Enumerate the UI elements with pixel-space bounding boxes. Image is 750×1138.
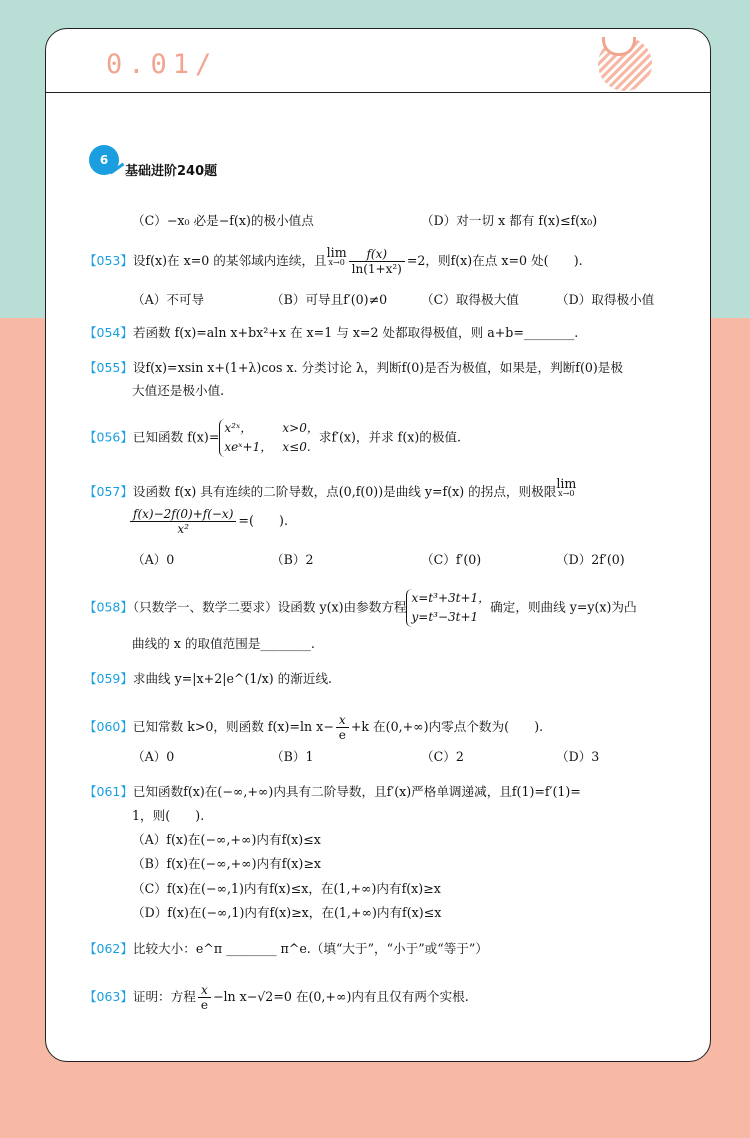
question-059 [84, 670, 332, 688]
question-number: 【059】 [84, 671, 133, 686]
question-061 [84, 783, 581, 801]
brand-logo: 0.01/ [106, 49, 218, 80]
question-057-line2: $\frac{f(x)-2f(0)+f(-x)}{\text{x²}}$ =( ). [128, 507, 288, 536]
q052-option-d: （D）对一切 x 都有 f(x)≤f(x₀) [421, 213, 598, 228]
q057-option-c: （C）f′(0) [421, 552, 482, 567]
question-card [45, 28, 711, 1062]
question-058 [84, 589, 637, 627]
section-title: 基础进阶240题 [125, 164, 218, 179]
limit-operator: lim x→0 [556, 476, 577, 498]
fraction: $\frac{x}{e}$ [198, 983, 211, 1012]
question-text: 已知函数 f(x)= [132, 429, 220, 445]
question-054 [84, 324, 578, 342]
q061-option-a: （A）f(x)在(−∞,+∞)内有f(x)≤x [132, 832, 321, 847]
q061-option-c: （C）f(x)在(−∞,1)内有f(x)≤x，在(1,+∞)内有f(x)≥x [132, 881, 441, 896]
question-number: 【062】 [84, 941, 133, 956]
question-text: 已知常数 k>0，则函数 f(x)=ln x− [132, 719, 334, 734]
q060-option-d: （D）3 [556, 749, 600, 764]
q057-option-a: （A）0 [132, 552, 175, 567]
question-text: 证明：方程 [132, 989, 196, 1004]
question-number: 【060】 [84, 719, 133, 734]
q060-option-a: （A）0 [132, 749, 175, 764]
question-number: 【053】 [84, 253, 133, 268]
question-text: 设f(x)=xsin x+(1+λ)cos x. 分类讨论 λ，判断f(0)是否为极值，如果是，判断f(0)是极 [132, 360, 623, 375]
question-text-tail: 求f′(x)，并求 f(x)的极值. [318, 429, 462, 445]
question-number: 【054】 [84, 325, 133, 340]
parametric-equations: x=t³+3t+1， y=t³−3t+1 [406, 589, 490, 627]
question-055 [84, 359, 623, 377]
fraction: $\frac{x}{e}$ [336, 713, 349, 742]
q061-option-d: （D）f(x)在(−∞,1)内有f(x)≥x，在(1,+∞)内有f(x)≤x [132, 905, 442, 920]
question-number: 【055】 [84, 360, 133, 375]
q060-option-b: （B）1 [271, 749, 314, 764]
q053-option-c: （C）取得极大值 [421, 292, 519, 307]
fraction: $\frac{f(x)}{\text{ln(1+x²)}}$ [349, 247, 405, 276]
question-text-tail: =2，则f(x)在点 x=0 处( ). [406, 253, 583, 268]
page-number-badge: 6 [89, 145, 119, 175]
limit-operator: lim x→0 [326, 245, 347, 267]
question-text: 若函数 f(x)=aln x+bx²+x 在 x=1 与 x=2 处都取得极值，则 a+b=________. [132, 325, 579, 340]
question-text: 已知函数f(x)在(−∞,+∞)内具有二阶导数，且f′(x)严格单调递减，且f(1)=f′(1)= [132, 784, 581, 799]
question-061-line2: 1，则( ). [132, 808, 205, 823]
question-number: 【061】 [84, 784, 133, 799]
question-text-tail: −ln x−√2=0 在(0,+∞)内有且仅有两个实根. [212, 989, 469, 1004]
question-060 [84, 713, 543, 742]
question-058-line2: 曲线的 x 的取值范围是________. [132, 636, 315, 651]
header-divider [46, 92, 710, 93]
question-text: 求曲线 y=|x+2|e^(1/x) 的渐近线. [132, 671, 333, 686]
q057-option-d: （D）2f′(0) [556, 552, 625, 567]
question-057 [84, 476, 577, 501]
piecewise-function: x²ˣ， x>0， xeˣ+1， x≤0. [219, 419, 318, 457]
q061-option-b: （B）f(x)在(−∞,+∞)内有f(x)≥x [132, 856, 321, 871]
q053-option-a: （A）不可导 [132, 292, 205, 307]
q053-option-b: （B）可导且f′(0)≠0 [271, 292, 388, 307]
question-text: （只数学一、数学二要求）设函数 y(x)由参数方程 [132, 599, 407, 615]
question-text: 设f(x)在 x=0 的某邻域内连续，且 [132, 253, 327, 268]
fraction: $\frac{f(x)-2f(0)+f(-x)}{\text{x²}}$ [130, 507, 236, 536]
question-text: 设函数 f(x) 具有连续的二阶导数，点(0,f(0))是曲线 y=f(x) 的拐点，则极限 [132, 484, 557, 499]
question-063 [84, 983, 469, 1012]
question-text-tail: +k 在(0,+∞)内零点个数为( ). [350, 719, 544, 734]
question-053 [84, 247, 583, 276]
question-number: 【056】 [84, 429, 133, 445]
q060-option-c: （C）2 [421, 749, 464, 764]
q052-option-c: （C）−x₀ 必是−f(x)的极小值点 [132, 213, 314, 228]
question-number: 【058】 [84, 599, 133, 615]
question-055-line2: 大值还是极小值. [132, 383, 225, 398]
q053-option-d: （D）取得极小值 [556, 292, 655, 307]
question-number: 【057】 [84, 484, 133, 499]
question-062 [84, 940, 488, 958]
question-number: 【063】 [84, 989, 133, 1004]
question-056 [84, 419, 461, 457]
q057-option-b: （B）2 [271, 552, 314, 567]
question-text-tail: 确定，则曲线 y=y(x)为凸 [490, 599, 637, 615]
question-text: 比较大小：e^π ________ π^e.（填“大于”，“小于”或“等于”） [132, 941, 488, 956]
